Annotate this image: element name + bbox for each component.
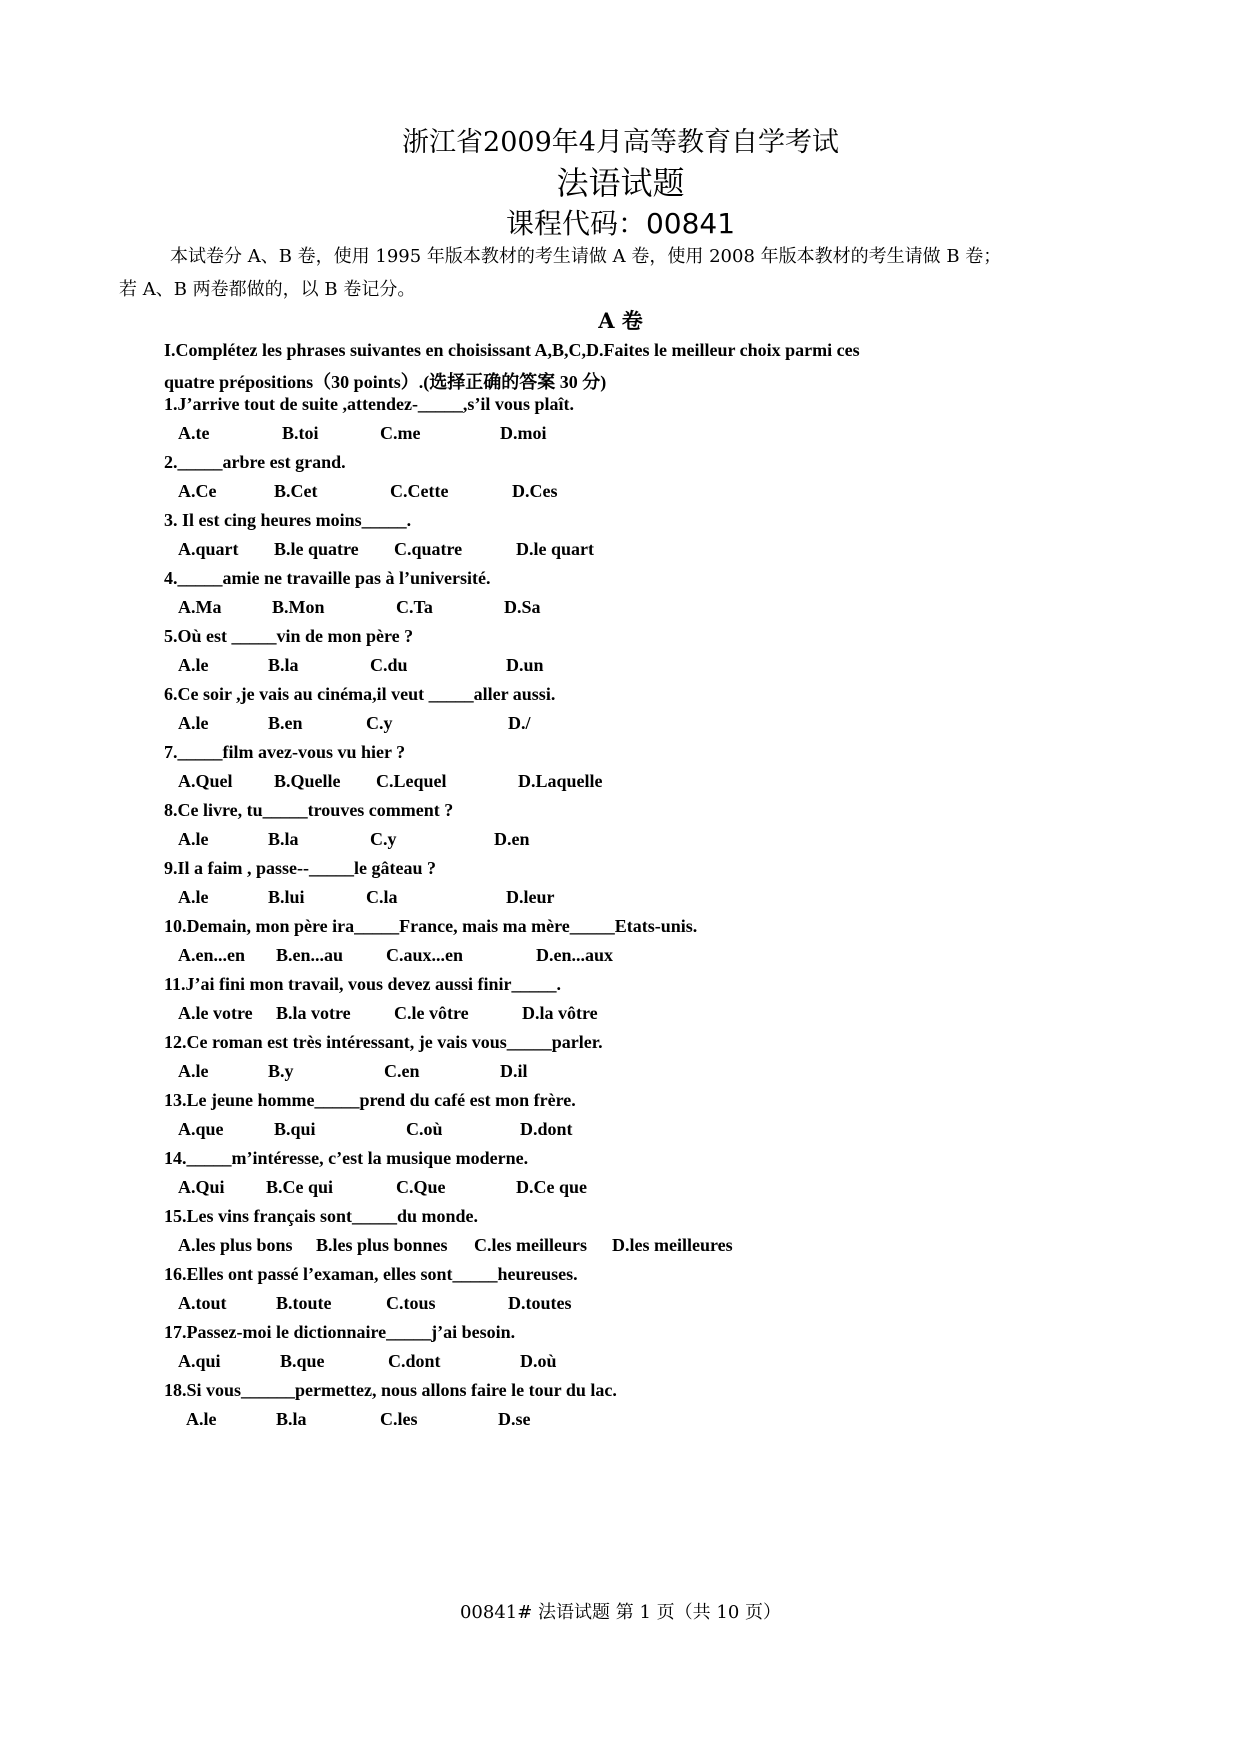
question-text: 7._____film avez-vous vu hier ? xyxy=(164,742,406,762)
answer-option: A.les plus bons xyxy=(178,1235,293,1255)
question-item xyxy=(164,1262,1064,1320)
answer-option: A.quart xyxy=(178,539,239,559)
answer-option: D.Sa xyxy=(504,597,541,617)
question-text: 15.Les vins français sont_____du monde. xyxy=(164,1206,479,1226)
question-text: 3. Il est cing heures moins_____. xyxy=(164,510,412,530)
question-item xyxy=(164,1378,1064,1436)
answer-option: B.Mon xyxy=(272,597,325,617)
question-text: 18.Si vous______permettez, nous allons faire le tour du lac. xyxy=(164,1380,617,1400)
answer-option: A.que xyxy=(178,1119,224,1139)
answer-option: A.Qui xyxy=(178,1177,225,1197)
question-text: 17.Passez-moi le dictionnaire_____j’ai besoin. xyxy=(164,1322,516,1342)
question-text: 1.J’arrive tout de suite ,attendez-_____,s’il vous plaît. xyxy=(164,394,574,414)
question-item xyxy=(164,566,1064,624)
answer-option: B.Ce qui xyxy=(266,1177,334,1197)
answer-option: D.toutes xyxy=(508,1293,572,1313)
answer-option: B.la xyxy=(276,1409,307,1429)
answer-option: A.en...en xyxy=(178,945,245,965)
answer-option: C.dont xyxy=(388,1351,441,1371)
intro-line-2: 若 A、B 两卷都做的，以 B 卷记分。 xyxy=(119,279,416,300)
answer-option: A.te xyxy=(178,423,210,443)
answer-option: D.dont xyxy=(520,1119,573,1139)
answer-option: C.me xyxy=(380,423,421,443)
answer-option: D.moi xyxy=(500,423,547,443)
answer-option: A.le xyxy=(178,1061,209,1081)
answer-option: D.se xyxy=(498,1409,531,1429)
question-text: 16.Elles ont passé l’examan, elles sont_____heureuses. xyxy=(164,1264,578,1284)
question-item xyxy=(164,856,1064,914)
answer-option: C.où xyxy=(406,1119,443,1139)
answer-option: B.Quelle xyxy=(274,771,341,791)
answer-option: D.la vôtre xyxy=(522,1003,598,1023)
answer-option: A.qui xyxy=(178,1351,221,1371)
answer-option: B.la xyxy=(268,655,299,675)
answer-option: B.toute xyxy=(276,1293,332,1313)
question-text: 8.Ce livre, tu_____trouves comment ? xyxy=(164,800,454,820)
answer-option: B.en...au xyxy=(276,945,344,965)
answer-option: C.y xyxy=(370,829,397,849)
answer-option: A.le xyxy=(178,655,209,675)
answer-option: C.Ta xyxy=(396,597,433,617)
question-item xyxy=(164,740,1064,798)
answer-option: D.Ces xyxy=(512,481,558,501)
answer-option: B.le quatre xyxy=(274,539,359,559)
answer-option: B.en xyxy=(268,713,303,733)
answer-option: A.le xyxy=(178,829,209,849)
answer-option: B.lui xyxy=(268,887,305,907)
answer-option: A.Ce xyxy=(178,481,217,501)
question-item xyxy=(164,624,1064,682)
intro-line-1: 本试卷分 A、B 卷，使用 1995 年版本教材的考生请做 A 卷，使用 2008 年版本教材的考生请做 B 卷； xyxy=(170,246,1002,267)
question-text: 10.Demain, mon père ira_____France, mais ma mère_____Etats-unis. xyxy=(164,916,698,936)
course-code: 课程代码：00841 xyxy=(505,207,736,240)
answer-option: C.tous xyxy=(386,1293,436,1313)
answer-option: B.qui xyxy=(274,1119,316,1139)
answer-option: B.toi xyxy=(282,423,319,443)
question-text: 13.Le jeune homme_____prend du café est mon frère. xyxy=(164,1090,576,1110)
question-item xyxy=(164,392,1064,450)
answer-option: D.en...aux xyxy=(536,945,614,965)
question-item xyxy=(164,1030,1064,1088)
question-item xyxy=(164,914,1064,972)
answer-option: D.leur xyxy=(506,887,555,907)
answer-option: C.y xyxy=(366,713,393,733)
answer-option: D.les meilleures xyxy=(612,1235,733,1255)
question-text: 14._____m’intéresse, c’est la musique moderne. xyxy=(164,1148,529,1168)
answer-option: D./ xyxy=(508,713,531,733)
answer-option: C.Cette xyxy=(390,481,449,501)
question-item xyxy=(164,1204,1064,1262)
answer-option: D.en xyxy=(494,829,530,849)
answer-option: A.Quel xyxy=(178,771,233,791)
question-item xyxy=(164,508,1064,566)
answer-option: D.il xyxy=(500,1061,528,1081)
instruction-line-1: I.Complétez les phrases suivantes en choisissant A,B,C,D.Faites le meilleur choix parmi ces xyxy=(164,340,860,360)
question-item xyxy=(164,1146,1064,1204)
question-item xyxy=(164,682,1064,740)
question-text: 11.J’ai fini mon travail, vous devez aussi finir_____. xyxy=(164,974,562,994)
question-text: 2._____arbre est grand. xyxy=(164,452,346,472)
answer-option: C.Que xyxy=(396,1177,446,1197)
answer-option: A.le xyxy=(178,887,209,907)
answer-option: D.où xyxy=(520,1351,557,1371)
question-text: 6.Ce soir ,je vais au cinéma,il veut _____aller aussi. xyxy=(164,684,556,704)
question-text: 9.Il a faim , passe--_____le gâteau ? xyxy=(164,858,436,878)
answer-option: D.le quart xyxy=(516,539,594,559)
question-text: 4._____amie ne travaille pas à l’université. xyxy=(164,568,491,588)
answer-option: A.tout xyxy=(178,1293,227,1313)
instruction-line-2: quatre prépositions（30 points）.(选择正确的答案 30 分) xyxy=(164,372,607,392)
section-a-title: A 卷 xyxy=(598,308,643,333)
answer-option: C.du xyxy=(370,655,408,675)
answer-option: B.la xyxy=(268,829,299,849)
answer-option: C.quatre xyxy=(394,539,463,559)
question-text: 12.Ce roman est très intéressant, je vais vous_____parler. xyxy=(164,1032,603,1052)
answer-option: C.Lequel xyxy=(376,771,447,791)
answer-option: B.y xyxy=(268,1061,294,1081)
question-list xyxy=(164,392,1064,1436)
answer-option: A.Ma xyxy=(178,597,222,617)
exam-title: 浙江省2009年4月高等教育自学考试 xyxy=(402,127,839,158)
answer-option: C.les xyxy=(380,1409,418,1429)
answer-option: D.Ce que xyxy=(516,1177,587,1197)
answer-option: C.aux...en xyxy=(386,945,464,965)
answer-option: B.les plus bonnes xyxy=(316,1235,448,1255)
question-item xyxy=(164,1320,1064,1378)
answer-option: D.Laquelle xyxy=(518,771,603,791)
answer-option: C.en xyxy=(384,1061,420,1081)
answer-option: C.les meilleurs xyxy=(474,1235,587,1255)
answer-option: C.la xyxy=(366,887,398,907)
answer-option: A.le votre xyxy=(178,1003,253,1023)
answer-option: B.la votre xyxy=(276,1003,351,1023)
answer-option: A.le xyxy=(178,713,209,733)
question-item xyxy=(164,1088,1064,1146)
question-item xyxy=(164,798,1064,856)
page-footer: 00841# 法语试题 第 1 页（共 10 页） xyxy=(459,1602,782,1623)
subject-title: 法语试题 xyxy=(556,164,685,202)
answer-option: C.le vôtre xyxy=(394,1003,469,1023)
question-item xyxy=(164,450,1064,508)
answer-option: B.que xyxy=(280,1351,325,1371)
question-text: 5.Où est _____vin de mon père ? xyxy=(164,626,414,646)
answer-option: D.un xyxy=(506,655,544,675)
answer-option: B.Cet xyxy=(274,481,318,501)
question-item xyxy=(164,972,1064,1030)
answer-option: A.le xyxy=(186,1409,217,1429)
